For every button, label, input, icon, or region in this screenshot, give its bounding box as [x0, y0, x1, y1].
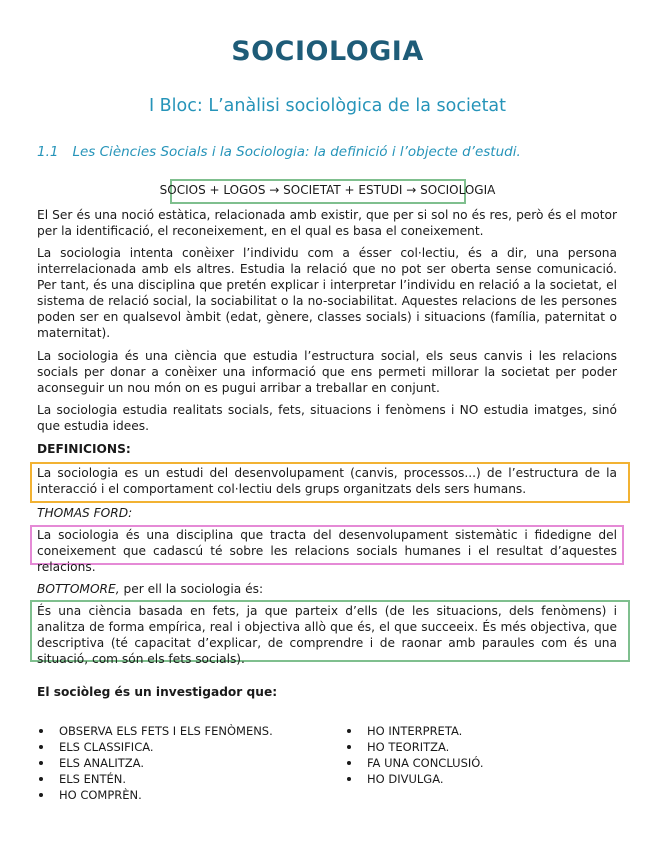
- researcher-list-right: [345, 723, 484, 787]
- list-item: ELS ENTÉN.: [37, 771, 273, 787]
- list-item: ELS ANALITZA.: [37, 755, 273, 771]
- bloc-heading: I Bloc: L’anàlisi sociològica de la societat: [148, 96, 507, 116]
- list-item: ELS CLASSIFICA.: [37, 739, 273, 755]
- section-heading: [37, 144, 521, 160]
- list-item: HO DIVULGA.: [345, 771, 484, 787]
- list-item: FA UNA CONCLUSIÓ.: [345, 755, 484, 771]
- author-thomas-ford: THOMAS FORD:: [37, 506, 133, 520]
- paragraph-estructura: La sociologia és una ciència que estudia l’estructura social, els seus canvis i les relacions socials per donar a conèixer una informació que ens permeti millorar la societat per poder aconseguir un nou món on es pugui arribar a treballar en conjunt.: [37, 349, 617, 395]
- definition-3: És una ciència basada en fets, ja que parteix d’ells (de les situacions, dels fenòmens) i analitza de forma empírica, real i objectiva allò que és, el que succeeix. És més objectiva, que descriptiva (té capacitat d’explicar, de comprendre i de raonar amb paraules com és una situació, com són els fets socials).: [37, 604, 617, 666]
- section-title: Les Ciències Socials i la Sociologia: la definició i l’objecte d’estudi.: [72, 144, 521, 160]
- page-title: SOCIOLOGIA: [231, 36, 424, 67]
- paragraph-individu: La sociologia intenta conèixer l’individu com a ésser col·lectiu, és a dir, una persona interrelacionada amb els altres. Estudia la relació que no pot ser oberta sense comunicació. Per tant, és una disciplina que pretén explicar i interpretar l’individu en relació a la societat, el sistema de relació social, la sociabilitat o la no-sociabilitat. Aquestes relacions de les persones poden ser en qualsevol àmbit (edat, gènere, classes socials) i situacions (família, paternitat o maternitat).: [37, 246, 617, 340]
- author-bottomore-line: [37, 581, 617, 597]
- paragraph-realitats: La sociologia estudia realitats socials, fets, situacions i fenòmens i NO estudia imatges, sinó que estudia idees.: [37, 403, 617, 433]
- etymology-formula: SOCIOS + LOGOS → SOCIETAT + ESTUDI → SOCIOLOGIA: [159, 183, 496, 197]
- list-item: HO COMPRÈN.: [37, 787, 273, 803]
- author-bottomore: BOTTOMORE,: [37, 582, 120, 596]
- author-bottomore-suffix: per ell la sociologia és:: [119, 582, 264, 596]
- researcher-heading: El sociòleg és un investigador que:: [37, 685, 278, 699]
- paragraph-ser: El Ser és una noció estàtica, relacionada amb existir, que per si sol no és res, però és el motor per la identificació, el reconeixement, en el qual es basa el coneixement.: [37, 208, 617, 238]
- definitions-heading: DEFINICIONS:: [37, 442, 131, 456]
- researcher-list-left: [37, 723, 273, 803]
- list-item: HO TEORITZA.: [345, 739, 484, 755]
- definition-2: La sociologia és una disciplina que tracta del desenvolupament sistemàtic i fidedigne del coneixement que cadascú té sobre les relacions socials humanes i el resultat d’aquestes relacions.: [37, 528, 617, 574]
- definition-1: La sociologia es un estudi del desenvolupament (canvis, processos...) de l’estructura de la interacció i el comportament col·lectiu dels grups organitzats dels sers humans.: [37, 466, 617, 496]
- section-number: 1.1: [37, 144, 59, 160]
- list-item: HO INTERPRETA.: [345, 723, 484, 739]
- list-item: OBSERVA ELS FETS I ELS FENÒMENS.: [37, 723, 273, 739]
